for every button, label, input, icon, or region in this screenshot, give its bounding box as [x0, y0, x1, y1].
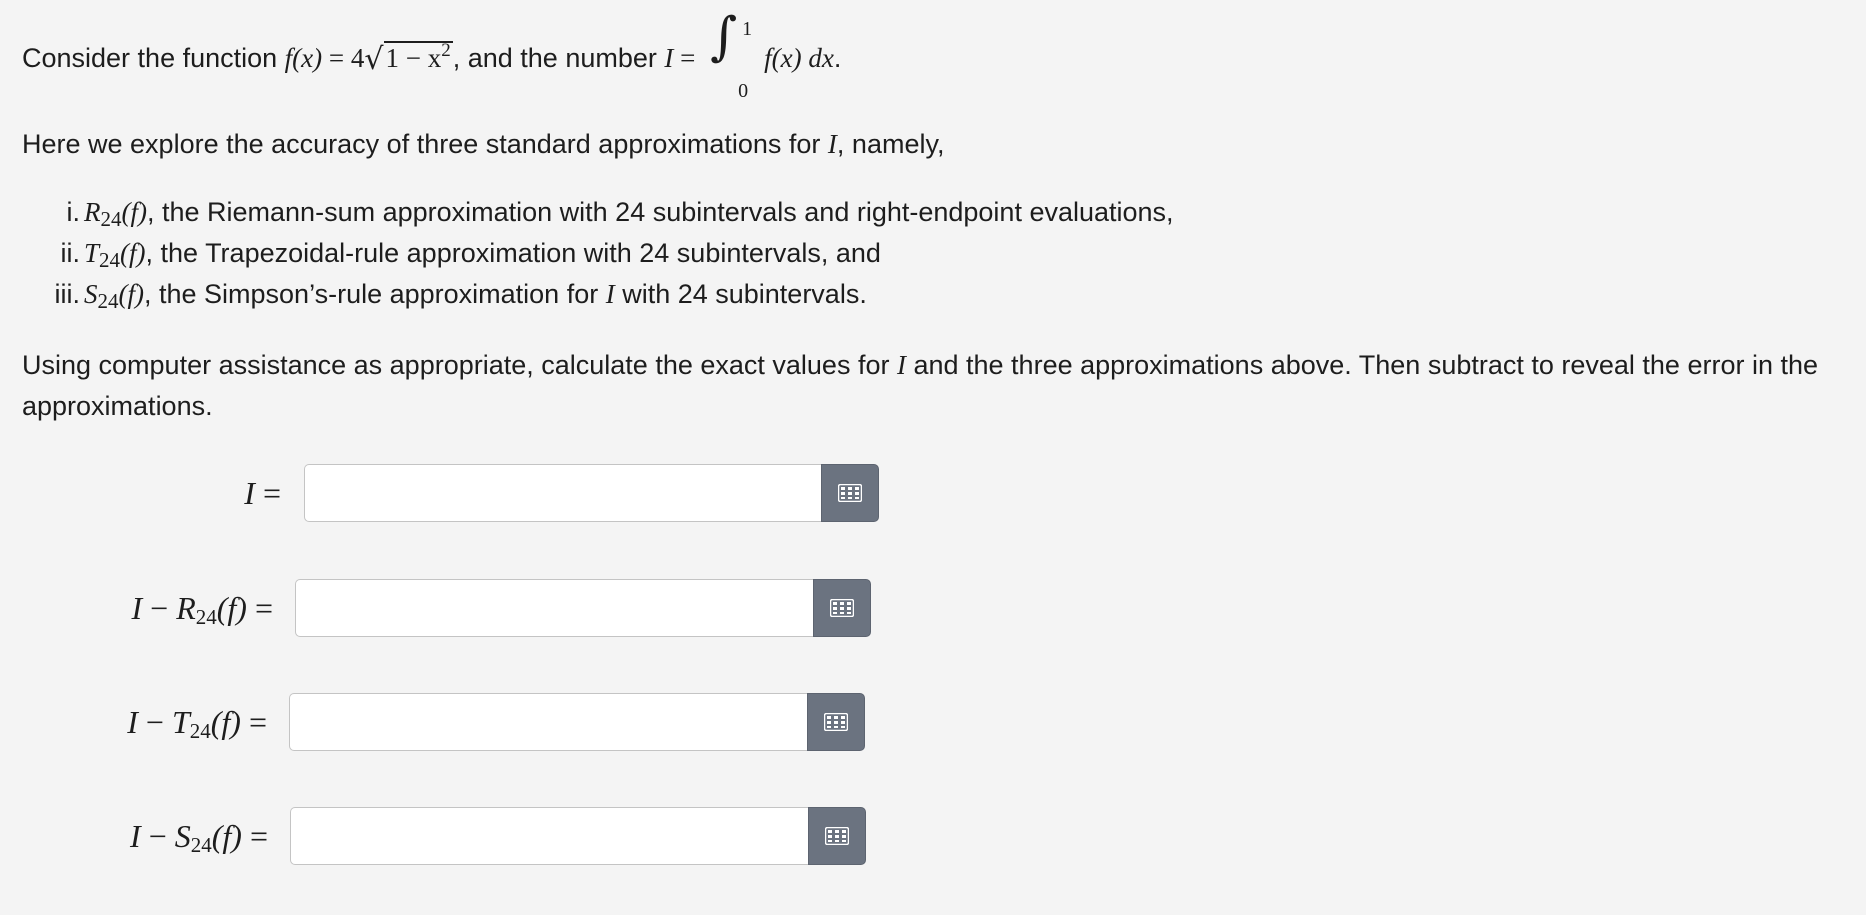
answer-input-T[interactable]: [289, 693, 807, 751]
radical-sign-icon: √: [364, 42, 384, 78]
instructions-a: Using computer assistance as appropriate, calculate the exact values for: [22, 350, 897, 380]
item-subscript: 24: [97, 289, 119, 313]
equals: =: [241, 817, 268, 854]
keypad-button[interactable]: [813, 579, 871, 637]
instructions: [22, 345, 1842, 427]
item-number: ii.: [60, 238, 80, 268]
radicand: [384, 41, 453, 77]
arg: (f): [216, 589, 247, 626]
square-root: [364, 41, 452, 77]
answer-row-T: [0, 693, 865, 751]
item-text: , the Simpson’s-rule approximation for: [143, 279, 606, 309]
explore-sentence: [22, 127, 944, 161]
answer-label: [0, 818, 268, 855]
item-text: , the Riemann-sum approximation with 24 subintervals and right-endpoint evaluations,: [146, 197, 1174, 227]
symbol-I: I: [827, 129, 837, 159]
keypad-grid-icon: [824, 713, 848, 731]
minus: −: [142, 589, 177, 626]
function-definition: [22, 7, 842, 102]
item-subscript: 24: [100, 207, 122, 231]
item-number: iii.: [54, 279, 80, 309]
answer-label: [0, 475, 281, 512]
instructions-b: and the three approximations above. Then subtract to reveal the error in the approximations.: [22, 350, 1819, 421]
item-symbol: T: [84, 238, 100, 268]
symbol-I: I: [896, 350, 906, 380]
item-text: with 24 subintervals.: [614, 279, 867, 309]
answer-label: [0, 704, 267, 741]
item-number: i.: [66, 197, 80, 227]
symbol-T: T: [171, 703, 190, 740]
item-arg: (f): [120, 238, 146, 268]
symbol-I: I: [130, 817, 141, 854]
answer-row-S: [0, 807, 866, 865]
symbol-R: R: [176, 589, 196, 626]
arg: (f): [211, 817, 242, 854]
symbol-I: I: [664, 43, 674, 74]
item-subscript: 24: [99, 248, 121, 272]
answer-input-S[interactable]: [290, 807, 808, 865]
equals: =: [246, 589, 273, 626]
answer-input-I[interactable]: [304, 464, 821, 522]
answer-input-R[interactable]: [295, 579, 813, 637]
equals-four: = 4: [322, 43, 365, 74]
keypad-grid-icon: [830, 599, 854, 617]
keypad-button[interactable]: [808, 807, 866, 865]
minus: −: [140, 817, 175, 854]
arg: (f): [210, 703, 241, 740]
subscript: 24: [190, 832, 212, 857]
intro-end: .: [833, 43, 842, 74]
keypad-button[interactable]: [807, 693, 865, 751]
item-arg: (f): [118, 279, 144, 309]
symbol-I: I: [605, 279, 615, 309]
f-of-x: f(x): [284, 43, 323, 74]
answer-label: [0, 590, 273, 627]
symbol-I: I: [127, 703, 138, 740]
integrand: f(x) dx: [764, 43, 834, 74]
keypad-grid-icon: [825, 827, 849, 845]
lower-limit: 0: [738, 80, 749, 102]
answer-input-group: [295, 579, 871, 637]
radicand-text: 1 − x: [385, 43, 442, 74]
keypad-button[interactable]: [821, 464, 879, 522]
item-symbol: S: [84, 279, 98, 309]
answer-input-group: [289, 693, 865, 751]
equals: =: [673, 43, 703, 74]
answer-input-group: [290, 807, 866, 865]
minus: −: [137, 703, 172, 740]
definite-integral: [702, 7, 764, 102]
item-arg: (f): [121, 197, 147, 227]
equals: =: [240, 703, 267, 740]
subscript: 24: [189, 718, 211, 743]
equals: =: [254, 474, 281, 511]
keypad-grid-icon: [838, 484, 862, 502]
subscript: 24: [195, 604, 217, 629]
exponent: 2: [441, 40, 451, 62]
symbol-I: I: [244, 474, 255, 511]
intro-prefix: Consider the function: [22, 43, 285, 74]
item-symbol: R: [84, 197, 101, 227]
answer-input-group: [304, 464, 879, 522]
intro-mid: , and the number: [452, 43, 665, 74]
answer-row-R: [0, 579, 871, 637]
integral-sign-icon: ∫: [710, 7, 738, 67]
upper-limit: 1: [742, 18, 753, 40]
explore-suffix: , namely,: [836, 129, 945, 159]
symbol-I: I: [131, 589, 143, 626]
explore-prefix: Here we explore the accuracy of three standard approximations for: [22, 129, 828, 159]
answer-row-I: [0, 464, 879, 522]
symbol-S: S: [174, 817, 191, 854]
item-text: , the Trapezoidal-rule approximation with 24 subintervals, and: [145, 238, 881, 268]
